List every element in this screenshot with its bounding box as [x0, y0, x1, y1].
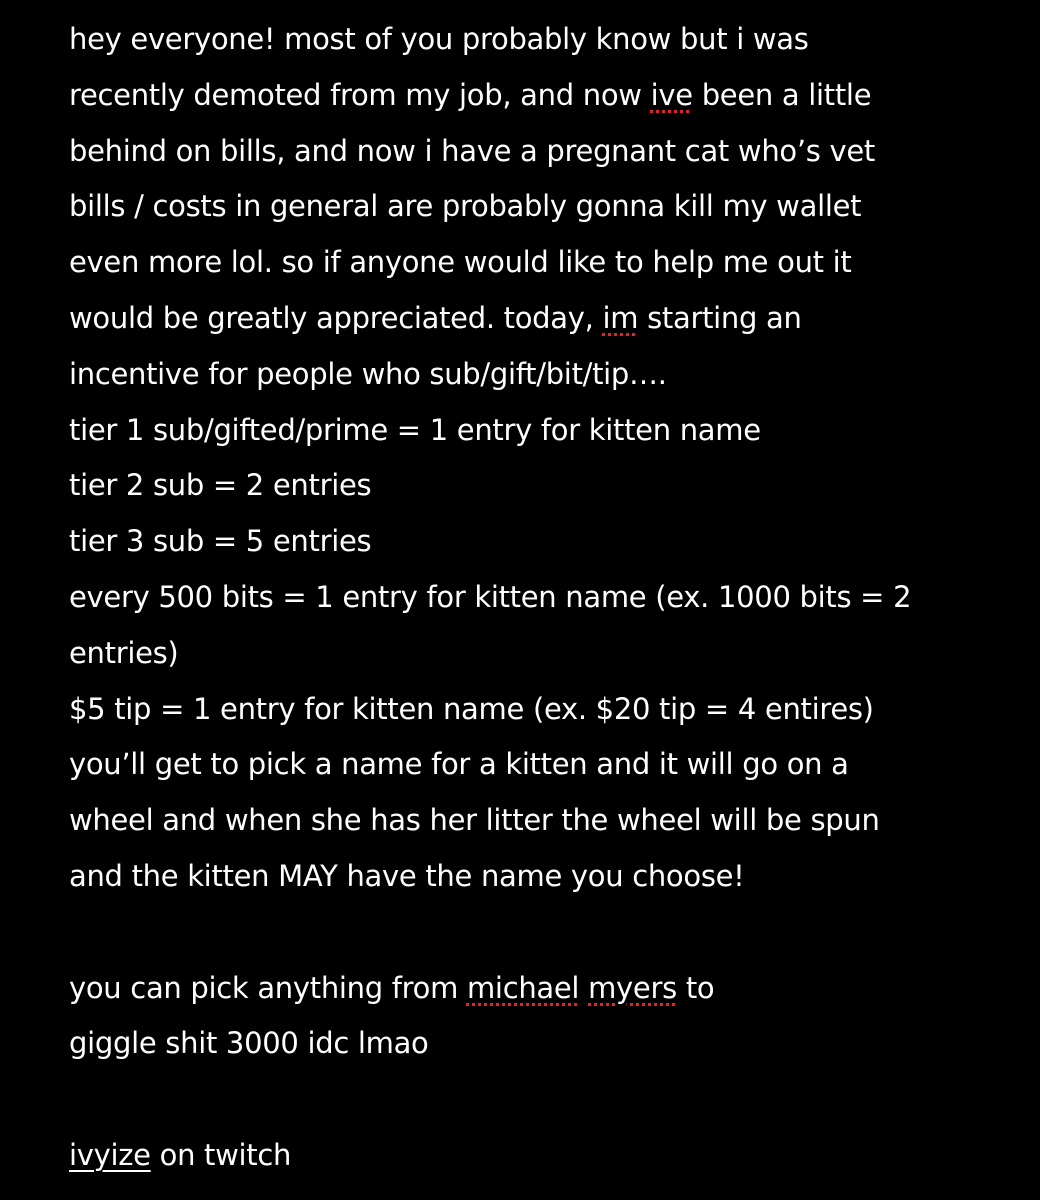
note-text: you’ll get to pick a name for a kitten and it will go on a: [69, 747, 849, 782]
note-text: entries): [69, 635, 179, 670]
note-text: bills / costs in general are probably gonna kill my wallet: [69, 189, 862, 224]
note-text: tier 3 sub = 5 entries: [69, 524, 372, 559]
note-text: giggle shit 3000 idc lmao: [69, 1026, 429, 1061]
note-text: tier 2 sub = 2 entries: [69, 468, 372, 503]
note-line: [69, 291, 1014, 347]
misspelled-word[interactable]: im: [602, 300, 639, 335]
note-line: [69, 793, 1014, 849]
note-line: [69, 626, 1014, 682]
note-text: been a little: [692, 77, 872, 112]
note-line: [69, 570, 1014, 626]
misspelled-word[interactable]: ive: [650, 77, 693, 112]
twitch-username-link[interactable]: ivyize: [69, 1137, 151, 1172]
misspelled-word[interactable]: michael: [466, 970, 580, 1005]
note-text: behind on bills, and now i have a pregnant cat who’s vet: [69, 133, 875, 168]
note-line: [69, 68, 1014, 124]
note-line: [69, 179, 1014, 235]
note-line: [69, 235, 1014, 291]
blank-line: [69, 905, 1014, 961]
note-line: [69, 458, 1014, 514]
note-line: [69, 124, 1014, 180]
note-line: [69, 403, 1014, 459]
note-text: $5 tip = 1 entry for kitten name (ex. $20 tip = 4 entires): [69, 691, 874, 726]
note-body[interactable]: [69, 12, 1014, 1184]
note-line: [69, 514, 1014, 570]
note-line: [69, 737, 1014, 793]
note-text: and the kitten MAY have the name you choose!: [69, 858, 745, 893]
note-text: hey everyone! most of you probably know but i was: [69, 22, 809, 56]
blank-line: [69, 1072, 1014, 1128]
misspelled-word[interactable]: myers: [588, 970, 677, 1005]
note-line: [69, 347, 1014, 403]
note-text: every 500 bits = 1 entry for kitten name (ex. 1000 bits = 2: [69, 579, 912, 614]
note-text: [579, 971, 588, 1005]
note-line: [69, 961, 1014, 1017]
note-line: [69, 12, 1014, 68]
note-line: [69, 1016, 1014, 1072]
note-line: [69, 682, 1014, 738]
note-text: wheel and when she has her litter the wheel will be spun: [69, 803, 880, 838]
note-line: [69, 1128, 1014, 1184]
note-text: recently demoted from my job, and now: [69, 77, 651, 112]
note-text: even more lol. so if anyone would like to help me out it: [69, 245, 852, 280]
note-text: to: [676, 970, 715, 1005]
note-text: would be greatly appreciated. today,: [69, 300, 603, 335]
note-text: on twitch: [150, 1137, 292, 1172]
note-text: incentive for people who sub/gift/bit/tip….: [69, 356, 667, 391]
note-line: [69, 849, 1014, 905]
note-text: starting an: [638, 300, 802, 335]
note-text: tier 1 sub/gifted/prime = 1 entry for kitten name: [69, 412, 761, 447]
note-text: you can pick anything from: [69, 970, 467, 1005]
